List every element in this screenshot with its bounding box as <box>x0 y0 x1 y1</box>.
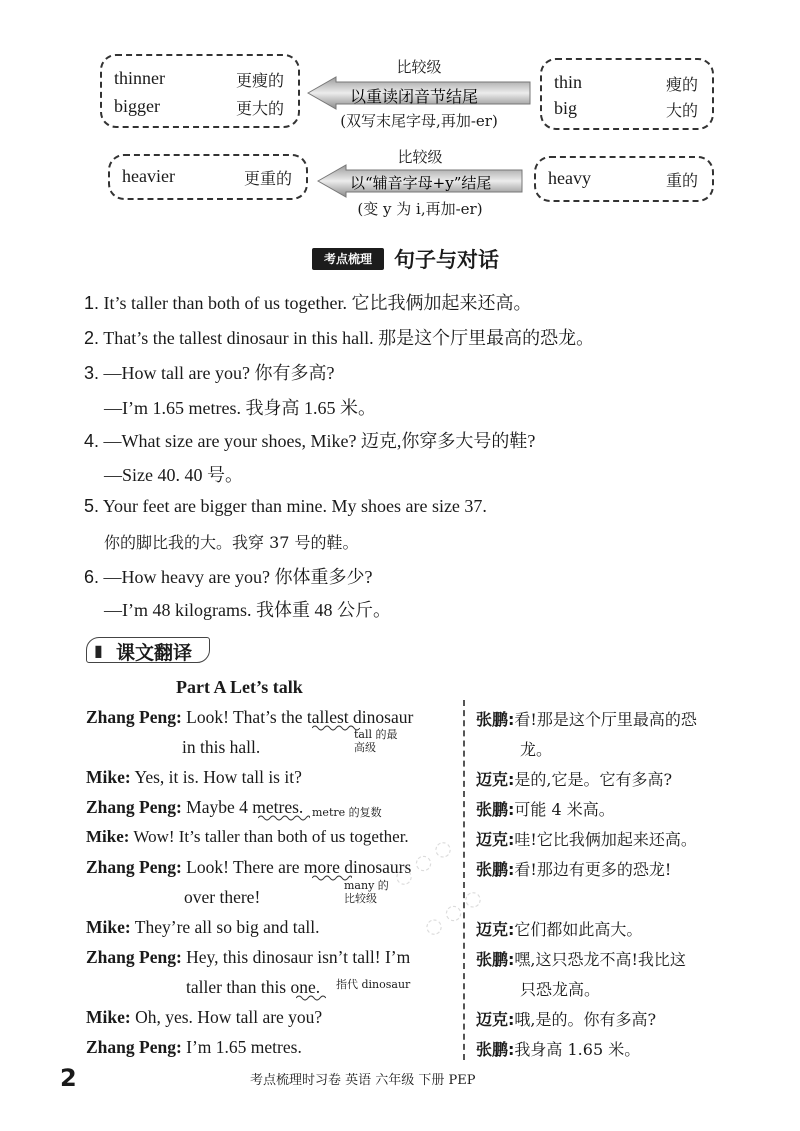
dialogue-line-zh: 张鹏:我身高 1.65 米。 <box>476 1040 641 1059</box>
word-zh: 更重的 <box>243 169 292 188</box>
dialogue-line: Mike: Yes, it is. How tall is it? <box>86 767 302 787</box>
dialogue-line: over there! <box>184 887 261 907</box>
wavy-underline <box>258 814 310 822</box>
watermark: ◌ ◌ ◌ <box>389 833 457 891</box>
footer-text: 考点梳理时习卷 英语 六年级 下册 PEP <box>250 1073 476 1088</box>
dialogue-line-zh: 只恐龙高。 <box>520 980 601 999</box>
column-divider <box>463 700 465 1060</box>
dialogue-line-zh: 张鹏:看!那是这个厅里最高的恐 <box>476 710 697 729</box>
sentence-line: 6. —How heavy are you? 你体重多少? <box>84 567 373 587</box>
word-en: bigger <box>114 96 160 116</box>
translation-title: 课文翻译 <box>116 642 193 664</box>
dialogue-line-zh: 龙。 <box>520 740 553 759</box>
sentence-line: 1. It’s taller than both of us together. 它比我俩加起来还高。 <box>84 293 532 313</box>
dialogue-line: Zhang Peng: Look! That’s the tallest dinosaur <box>86 707 414 727</box>
base-word-box <box>534 156 714 202</box>
dialogue-line: Mike: They’re all so big and tall. <box>86 917 320 937</box>
dialogue-line-zh: 迈克:是的,它是。它有多高? <box>476 770 673 789</box>
word-en: big <box>554 98 578 118</box>
word-zh: 更大的 <box>235 99 284 118</box>
arrow-label: 比较级 <box>397 148 443 166</box>
dialogue-line: Mike: Oh, yes. How tall are you? <box>86 1007 323 1027</box>
dialogue-line-zh: 张鹏:可能 4 米高。 <box>476 800 615 819</box>
grammar-note: metre 的复数 <box>312 806 382 819</box>
sentence-line: 2. That’s the tallest dinosaur in this hall. 那是这个厅里最高的恐龙。 <box>84 328 595 348</box>
part-title: Part A Let’s talk <box>176 677 303 697</box>
comparative-box <box>108 154 308 200</box>
sentence-line: 3. —How tall are you? 你有多高? <box>84 363 335 383</box>
comparative-box <box>100 54 300 128</box>
dialogue-line-zh: 张鹏:看!那边有更多的恐龙! <box>476 860 672 879</box>
dialogue-line: taller than this one. <box>186 977 321 997</box>
word-en: heavier <box>122 166 175 186</box>
dialogue-line: in this hall. <box>182 737 261 757</box>
section-badge: 考点梳理 <box>312 248 384 270</box>
word-zh: 瘦的 <box>665 75 698 94</box>
section-title: 句子与对话 <box>394 248 499 272</box>
word-en: thin <box>554 72 583 92</box>
dialogue-line: Zhang Peng: Hey, this dinosaur isn’t tall! I’m <box>86 947 411 967</box>
wavy-underline <box>312 724 360 732</box>
dialogue-line-zh: 迈克:哇!它比我俩加起来还高。 <box>476 830 697 849</box>
rule-arrow <box>306 54 532 130</box>
dialogue-line-zh: 迈克:它们都如此高大。 <box>476 920 643 939</box>
word-en: thinner <box>114 68 165 88</box>
dialogue-line-zh: 张鹏:嘿,这只恐龙不高!我比这 <box>476 950 686 969</box>
dialogue-line-zh: 迈克:哦,是的。你有多高? <box>476 1010 657 1029</box>
grammar-note: tall 的最 高级 <box>354 728 398 754</box>
sentence-line: 4. —What size are your shoes, Mike? 迈克,你穿多大号的鞋? <box>84 431 536 451</box>
rule-note: (双写末尾字母,再加-er) <box>340 112 498 130</box>
watermark: ◌ ◌ ◌ <box>419 883 487 941</box>
arrow-text: 以重读闭音节结尾 <box>350 87 479 106</box>
arrow-label: 比较级 <box>396 58 442 76</box>
rule-note: (变 y 为 i,再加-er) <box>357 200 483 218</box>
page-number: 2 <box>60 1064 77 1092</box>
wavy-underline <box>296 994 326 1002</box>
dialogue-line: Zhang Peng: Maybe 4 metres. <box>86 797 304 817</box>
translation-heading <box>86 637 210 665</box>
sentence-line: 5. Your feet are bigger than mine. My shoes are size 37. <box>84 496 487 516</box>
arrow-text: 以“辅音字母+y”结尾 <box>350 174 492 192</box>
word-zh: 大的 <box>665 101 698 120</box>
grammar-note: many 的 比较级 <box>344 879 389 905</box>
rule-arrow <box>316 146 524 220</box>
word-zh: 重的 <box>665 171 698 190</box>
dialogue-line: Zhang Peng: I’m 1.65 metres. <box>86 1037 302 1057</box>
sentence-line: —Size 40. 40 号。 <box>104 465 243 485</box>
sentence-line: —I’m 1.65 metres. 我身高 1.65 米。 <box>104 398 376 418</box>
base-word-box <box>540 58 714 130</box>
grammar-note: 指代 dinosaur <box>336 978 411 991</box>
word-zh: 更瘦的 <box>235 71 284 90</box>
book-icon: ▮ <box>94 641 103 660</box>
sentence-line: —I’m 48 kilograms. 我体重 48 公斤。 <box>104 600 391 620</box>
sentence-line: 你的脚比我的大。我穿 37 号的鞋。 <box>104 533 359 552</box>
dialogue-line: Mike: Wow! It’s taller than both of us together. <box>86 827 409 846</box>
dialogue-line: Zhang Peng: Look! There are more dinosaurs <box>86 857 412 877</box>
word-en: heavy <box>548 168 591 188</box>
